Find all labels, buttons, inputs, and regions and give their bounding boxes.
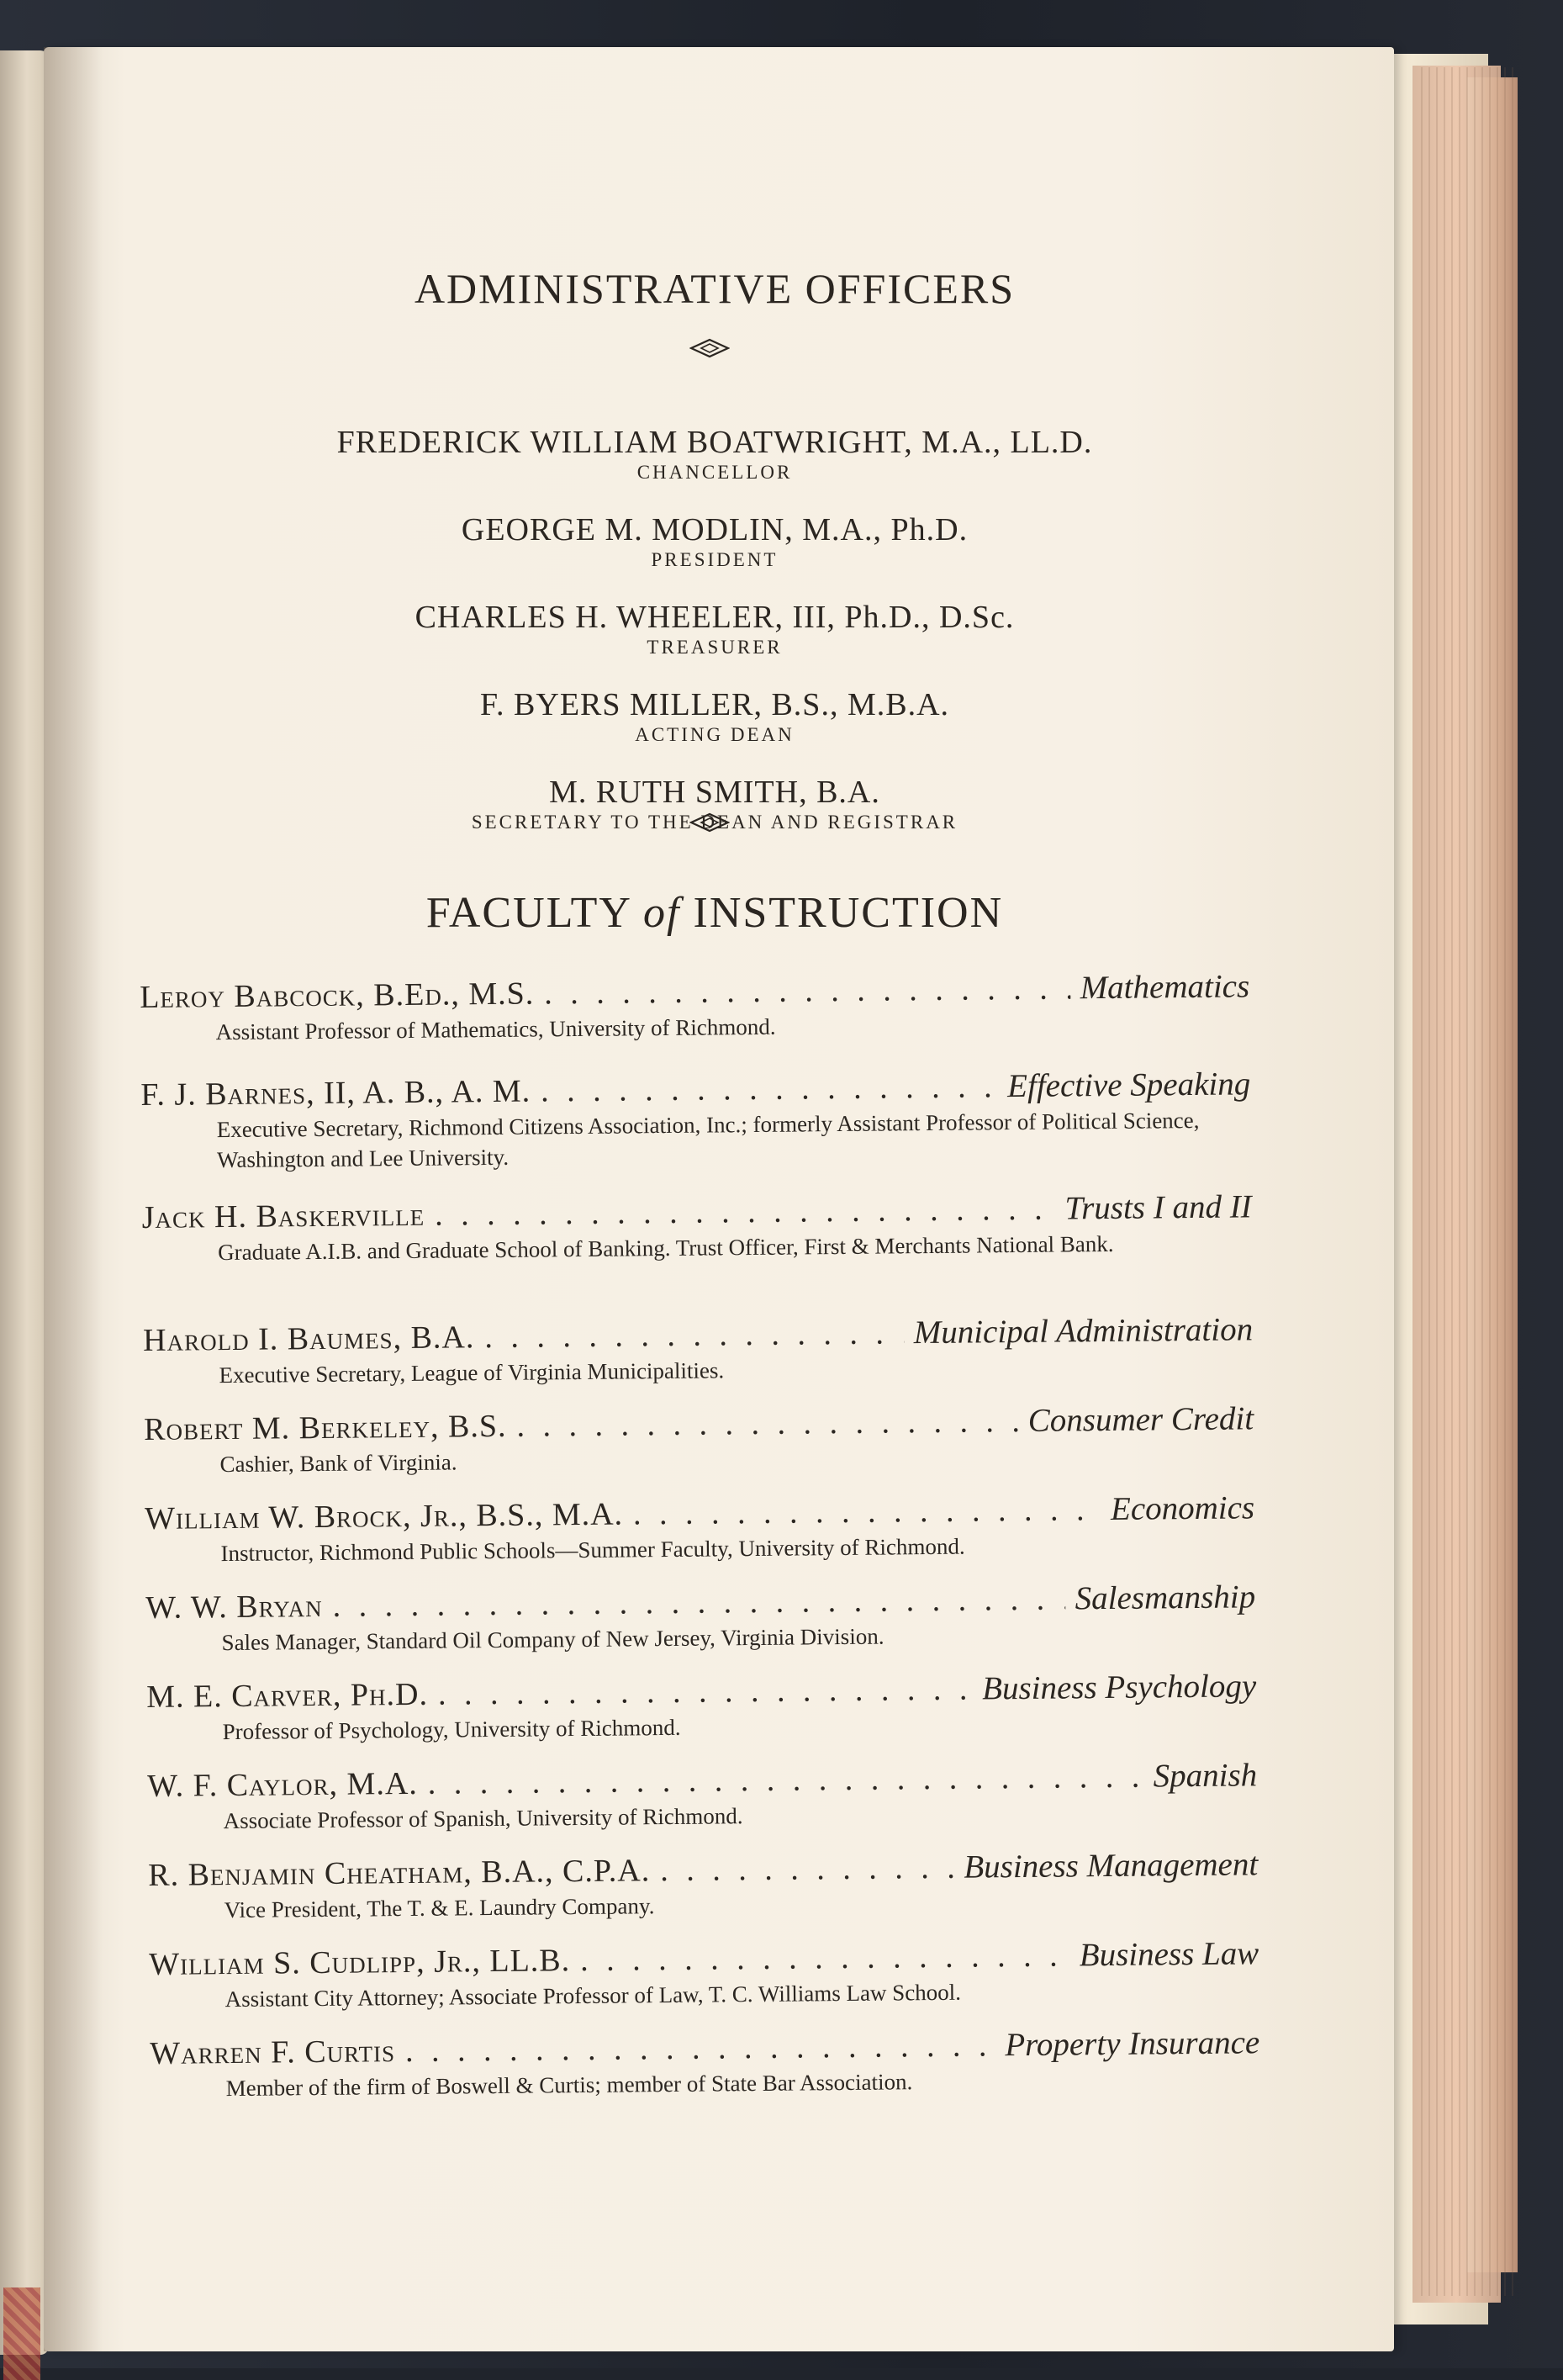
- officer-title: ACTING DEAN: [635, 724, 795, 745]
- faculty-description: Sales Manager, Standard Oil Company of New Jersey, Virginia Division.: [221, 1623, 884, 1656]
- faculty-description: Associate Professor of Spanish, University of Richmond.: [223, 1803, 743, 1834]
- faculty-entry: [143, 1309, 1254, 1409]
- faculty-entry: [144, 1399, 1254, 1499]
- faculty-subject: Municipal Administration: [913, 1311, 1254, 1351]
- officer-name: F. BYERS MILLER, B.S., M.B.A.: [479, 687, 950, 722]
- faculty-subject: Property Insurance: [1005, 2024, 1260, 2064]
- officer-title: PRESIDENT: [651, 549, 779, 570]
- faculty-name: Warren F. Curtis: [150, 2034, 396, 2071]
- faculty-entry: [146, 1666, 1257, 1766]
- left-facing-page-edge: [0, 50, 49, 2355]
- faculty-entry: [147, 1755, 1258, 1855]
- leader-dots: [435, 1189, 1055, 1235]
- faculty-description: Instructor, Richmond Public Schools—Summer Faculty, University of Richmond.: [220, 1533, 965, 1567]
- faculty-entry: [149, 1933, 1259, 2034]
- officer-entry: [84, 599, 1345, 686]
- faculty-entry: [150, 2023, 1260, 2123]
- faculty-name: Jack H. Baskerville: [141, 1197, 425, 1235]
- leader-dots: [428, 1757, 1143, 1804]
- leader-dots: [660, 1848, 954, 1891]
- faculty-description: Cashier, Bank of Virginia.: [219, 1449, 457, 1478]
- leader-dots: [438, 1669, 973, 1715]
- faculty-entry: [145, 1577, 1256, 1677]
- leader-dots: [332, 1579, 1064, 1626]
- faculty-description: Professor of Psychology, University of Richmond.: [222, 1714, 681, 1745]
- faculty-subject: Business Psychology: [981, 1668, 1257, 1707]
- faculty-entry: [142, 1187, 1253, 1320]
- faculty-subject: Trusts I and II: [1064, 1188, 1252, 1227]
- officer-name: FREDERICK WILLIAM BOATWRIGHT, M.A., LL.D.: [336, 425, 1093, 460]
- faculty-name: Harold I. Baumes, B.A.: [142, 1320, 475, 1358]
- officer-title: TREASURER: [647, 637, 783, 658]
- faculty-heading-word: FACULTY: [425, 889, 631, 937]
- leader-dots: [580, 1935, 1069, 1981]
- leader-dots: [633, 1489, 1101, 1534]
- faculty-subject: Salesmanship: [1075, 1579, 1256, 1617]
- faculty-description: Assistant City Attorney; Associate Professor of Law, T. C. Williams Law School.: [224, 1979, 962, 2012]
- diamond-ornament-icon: [689, 338, 730, 358]
- faculty-description: Graduate A.I.B. and Graduate School of Banking. Trust Officer, First & Merchants National Bank.: [218, 1230, 1114, 1266]
- faculty-subject: Business Management: [964, 1846, 1259, 1885]
- faculty-entry: [148, 1844, 1259, 1944]
- faculty-subject: Effective Speaking: [1006, 1066, 1251, 1105]
- officer-title: CHANCELLOR: [636, 462, 793, 483]
- faculty-subject: Mathematics: [1080, 968, 1250, 1007]
- faculty-description: Vice President, The T. & E. Laundry Company.: [224, 1893, 655, 1923]
- faculty-heading-of: of: [643, 889, 681, 937]
- faculty-name: William W. Brock, Jr., B.S., M.A.: [144, 1496, 624, 1536]
- faculty-name: William S. Cudlipp, Jr., LL.B.: [149, 1943, 571, 1982]
- officers-list: [84, 424, 1345, 861]
- faculty-description: Executive Secretary, Richmond Citizens Association, Inc.; formerly Assistant Professor of Political Science, Washington and Lee University.: [216, 1107, 1200, 1173]
- officer-entry: [84, 511, 1345, 599]
- faculty-subject: Economics: [1110, 1489, 1255, 1527]
- leader-dots: [541, 1066, 997, 1111]
- leader-dots: [544, 968, 1070, 1013]
- officer-entry: [84, 424, 1345, 511]
- faculty-heading-word: INSTRUCTION: [693, 889, 1004, 937]
- faculty-description: Member of the firm of Boswell & Curtis; member of State Bar Association.: [225, 2069, 913, 2102]
- faculty-subject: Business Law: [1079, 1935, 1259, 1974]
- faculty-name: F. J. Barnes, II, A. B., A. M.: [140, 1073, 531, 1113]
- faculty-heading: [84, 888, 1345, 938]
- officer-name: GEORGE M. MODLIN, M.A., Ph.D.: [461, 512, 969, 547]
- officer-entry: [84, 686, 1345, 774]
- diamond-ornament-icon: [689, 812, 730, 833]
- leader-dots: [516, 1401, 1018, 1447]
- faculty-list: [140, 966, 1260, 2123]
- leader-dots: [484, 1313, 904, 1357]
- red-binding-detail: [3, 2287, 40, 2380]
- faculty-name: M. E. Carver, Ph.D.: [146, 1676, 429, 1715]
- leader-dots: [405, 2025, 995, 2071]
- faculty-description: Executive Secretary, League of Virginia Municipalities.: [219, 1357, 725, 1388]
- officer-name: CHARLES H. WHEELER, III, Ph.D., D.Sc.: [415, 600, 1015, 635]
- faculty-description: Assistant Professor of Mathematics, University of Richmond.: [215, 1013, 776, 1045]
- officer-title: SECRETARY TO THE DEAN AND REGISTRAR: [471, 812, 958, 833]
- faculty-name: Robert M. Berkeley, B.S.: [143, 1408, 507, 1447]
- faculty-name: R. Benjamin Cheatham, B.A., C.P.A.: [148, 1853, 651, 1893]
- page-stack-lines: [1421, 67, 1513, 2296]
- administrative-officers-heading: ADMINISTRATIVE OFFICERS: [414, 265, 1016, 312]
- officer-name: M. RUTH SMITH, B.A.: [549, 775, 880, 810]
- faculty-name: W. F. Caylor, M.A.: [147, 1765, 418, 1804]
- faculty-subject: Spanish: [1153, 1757, 1258, 1795]
- faculty-entry: [140, 1064, 1251, 1198]
- faculty-entry: [145, 1488, 1255, 1588]
- faculty-name: W. W. Bryan: [145, 1588, 323, 1626]
- faculty-subject: Consumer Credit: [1027, 1400, 1254, 1439]
- faculty-entry: [140, 966, 1250, 1075]
- faculty-name: Leroy Babcock, B.Ed., M.S.: [140, 976, 535, 1015]
